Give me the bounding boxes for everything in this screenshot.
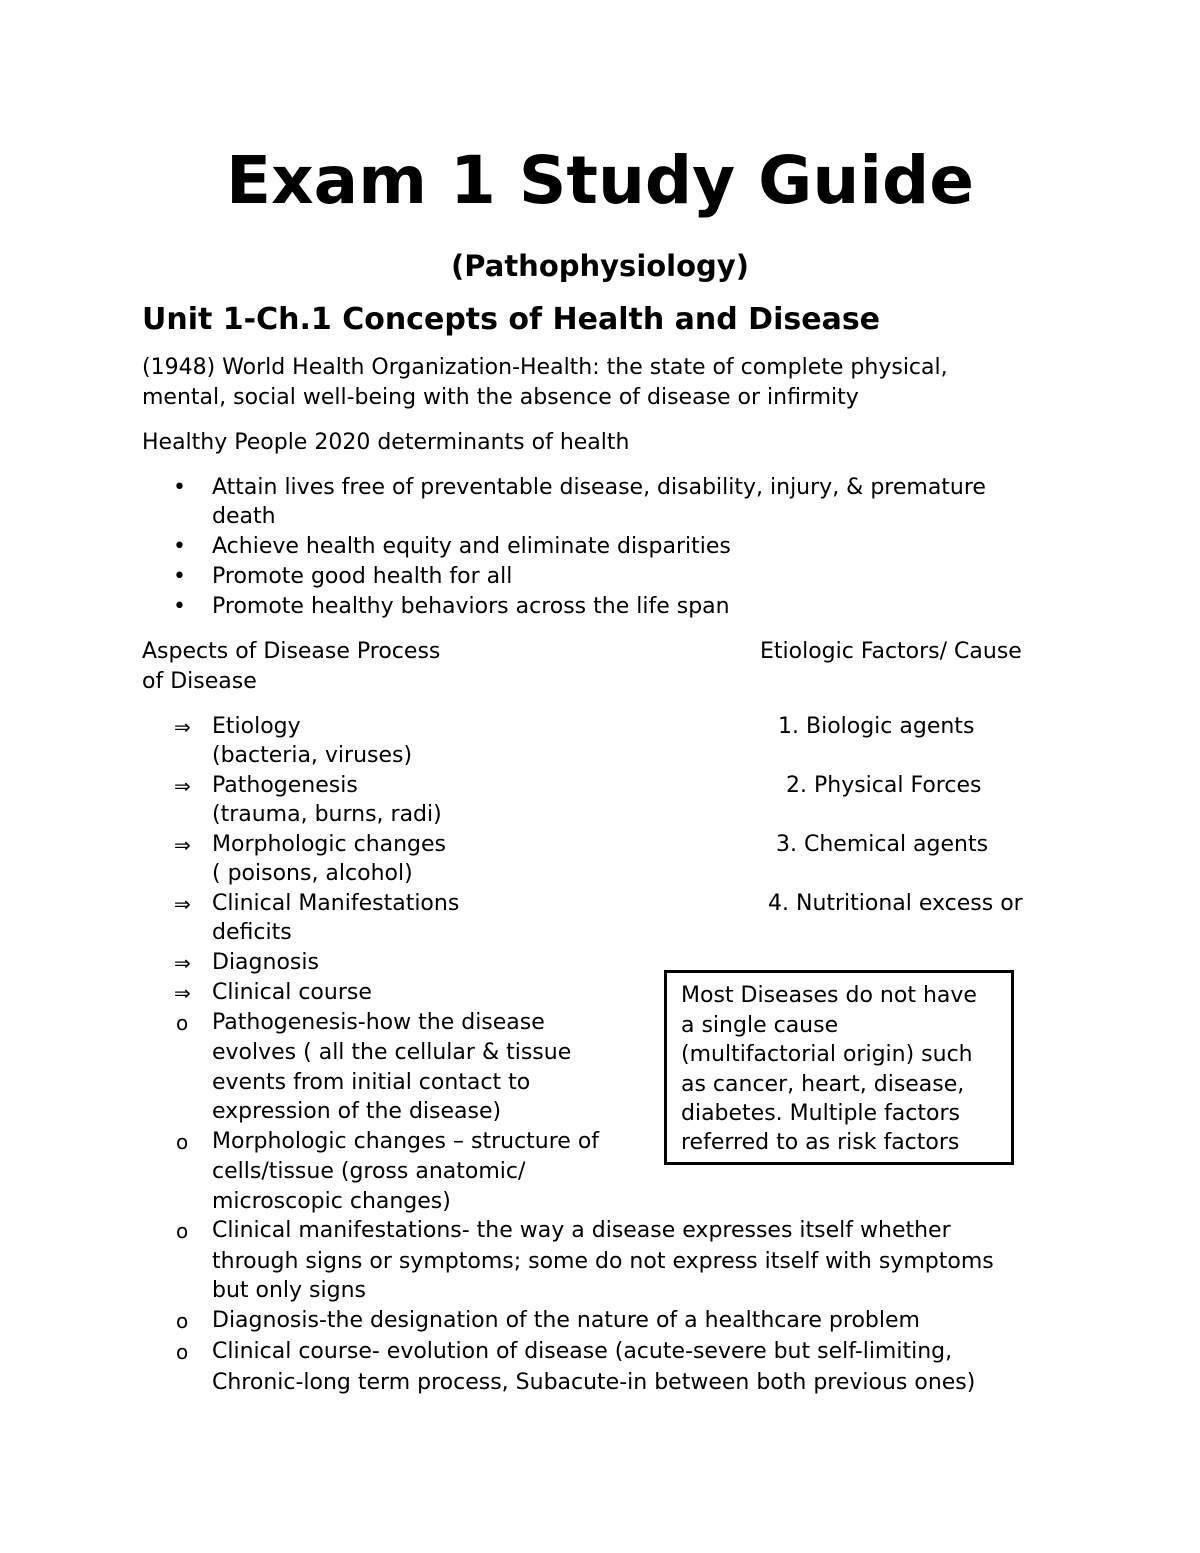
circle-bullet-icon: o (176, 1340, 189, 1364)
arrow-right-icon: ⇒ (174, 951, 191, 975)
determinant-4: Promote healthy behaviors across the life span (212, 594, 730, 619)
circle-bullet-icon: o (176, 1011, 189, 1035)
note-line-6: referred to as risk factors (681, 1130, 960, 1155)
determinant-1-line-2: death (212, 504, 276, 529)
note-line-4: as cancer, heart, disease, (681, 1072, 965, 1097)
cause-1: 1. Biologic agents (778, 714, 975, 739)
circle-bullet-icon: o (176, 1130, 189, 1154)
healthy-people-label: Healthy People 2020 determinants of health (142, 430, 630, 455)
definition-pathogenesis-line-2: evolves ( all the cellular & tissue (212, 1040, 572, 1065)
bullet-icon: • (173, 534, 186, 559)
arrow-right-icon: ⇒ (174, 892, 191, 916)
cause-1-examples: (bacteria, viruses) (212, 743, 413, 768)
arrow-right-icon: ⇒ (174, 833, 191, 857)
etiologic-header: Etiologic Factors/ Cause (760, 639, 1022, 664)
note-line-3: (multifactorial origin) such (681, 1042, 973, 1067)
bullet-icon: • (173, 594, 186, 619)
cause-4: 4. Nutritional excess or (768, 891, 1023, 916)
note-line-2: a single cause (681, 1013, 839, 1038)
cause-4-wrap: deficits (212, 920, 292, 945)
definition-morphologic-line-3: microscopic changes) (212, 1189, 451, 1214)
definition-clinical-course-line-2: Chronic-long term process, Subacute-in between both previous ones) (212, 1370, 976, 1395)
determinant-1-line-1: Attain lives free of preventable disease, disability, injury, & premature (212, 475, 986, 500)
definition-diagnosis: Diagnosis-the designation of the nature of a healthcare problem (212, 1308, 920, 1333)
cause-3-examples: ( poisons, alcohol) (212, 861, 413, 886)
multifactorial-note-box (664, 970, 1014, 1165)
cause-2-examples: (trauma, burns, radi) (212, 802, 442, 827)
bullet-icon: • (173, 564, 186, 589)
aspect-clinical-course: Clinical course (212, 980, 372, 1005)
definition-pathogenesis-line-1: Pathogenesis-how the disease (212, 1010, 545, 1035)
section-heading: Unit 1-Ch.1 Concepts of Health and Disease (142, 302, 881, 337)
aspect-diagnosis: Diagnosis (212, 950, 319, 975)
aspect-morphologic: Morphologic changes (212, 832, 447, 857)
page-title: Exam 1 Study Guide (226, 142, 974, 219)
aspect-clinical-manifestations: Clinical Manifestations (212, 891, 460, 916)
cause-2: 2. Physical Forces (786, 773, 982, 798)
arrow-right-icon: ⇒ (174, 981, 191, 1005)
definition-manifestations-line-3: but only signs (212, 1278, 366, 1303)
determinant-2: Achieve health equity and eliminate disparities (212, 534, 731, 559)
aspect-pathogenesis: Pathogenesis (212, 773, 358, 798)
cause-3: 3. Chemical agents (776, 832, 989, 857)
aspects-header: Aspects of Disease Process (142, 639, 441, 664)
aspect-etiology: Etiology (212, 714, 301, 739)
definition-manifestations-line-2: through signs or symptoms; some do not express itself with symptoms (212, 1249, 994, 1274)
arrow-right-icon: ⇒ (174, 715, 191, 739)
circle-bullet-icon: o (176, 1309, 189, 1333)
determinant-3: Promote good health for all (212, 564, 513, 589)
note-line-1: Most Diseases do not have (681, 983, 977, 1008)
bullet-icon: • (173, 475, 186, 500)
definition-morphologic-line-1: Morphologic changes – structure of (212, 1129, 600, 1154)
definition-clinical-course-line-1: Clinical course- evolution of disease (acute-severe but self-limiting, (212, 1339, 953, 1364)
definition-manifestations-line-1: Clinical manifestations- the way a disease expresses itself whether (212, 1218, 951, 1243)
who-definition-line-2: mental, social well-being with the absence of disease or infirmity (142, 385, 859, 410)
who-definition-line-1: (1948) World Health Organization-Health: the state of complete physical, (142, 355, 948, 380)
etiologic-header-wrap: of Disease (142, 669, 257, 694)
arrow-right-icon: ⇒ (174, 774, 191, 798)
definition-pathogenesis-line-4: expression of the disease) (212, 1099, 502, 1124)
circle-bullet-icon: o (176, 1219, 189, 1243)
note-line-5: diabetes. Multiple factors (681, 1101, 960, 1126)
definition-pathogenesis-line-3: events from initial contact to (212, 1070, 531, 1095)
definition-morphologic-line-2: cells/tissue (gross anatomic/ (212, 1159, 526, 1184)
page-subtitle: (Pathophysiology) (451, 249, 749, 283)
